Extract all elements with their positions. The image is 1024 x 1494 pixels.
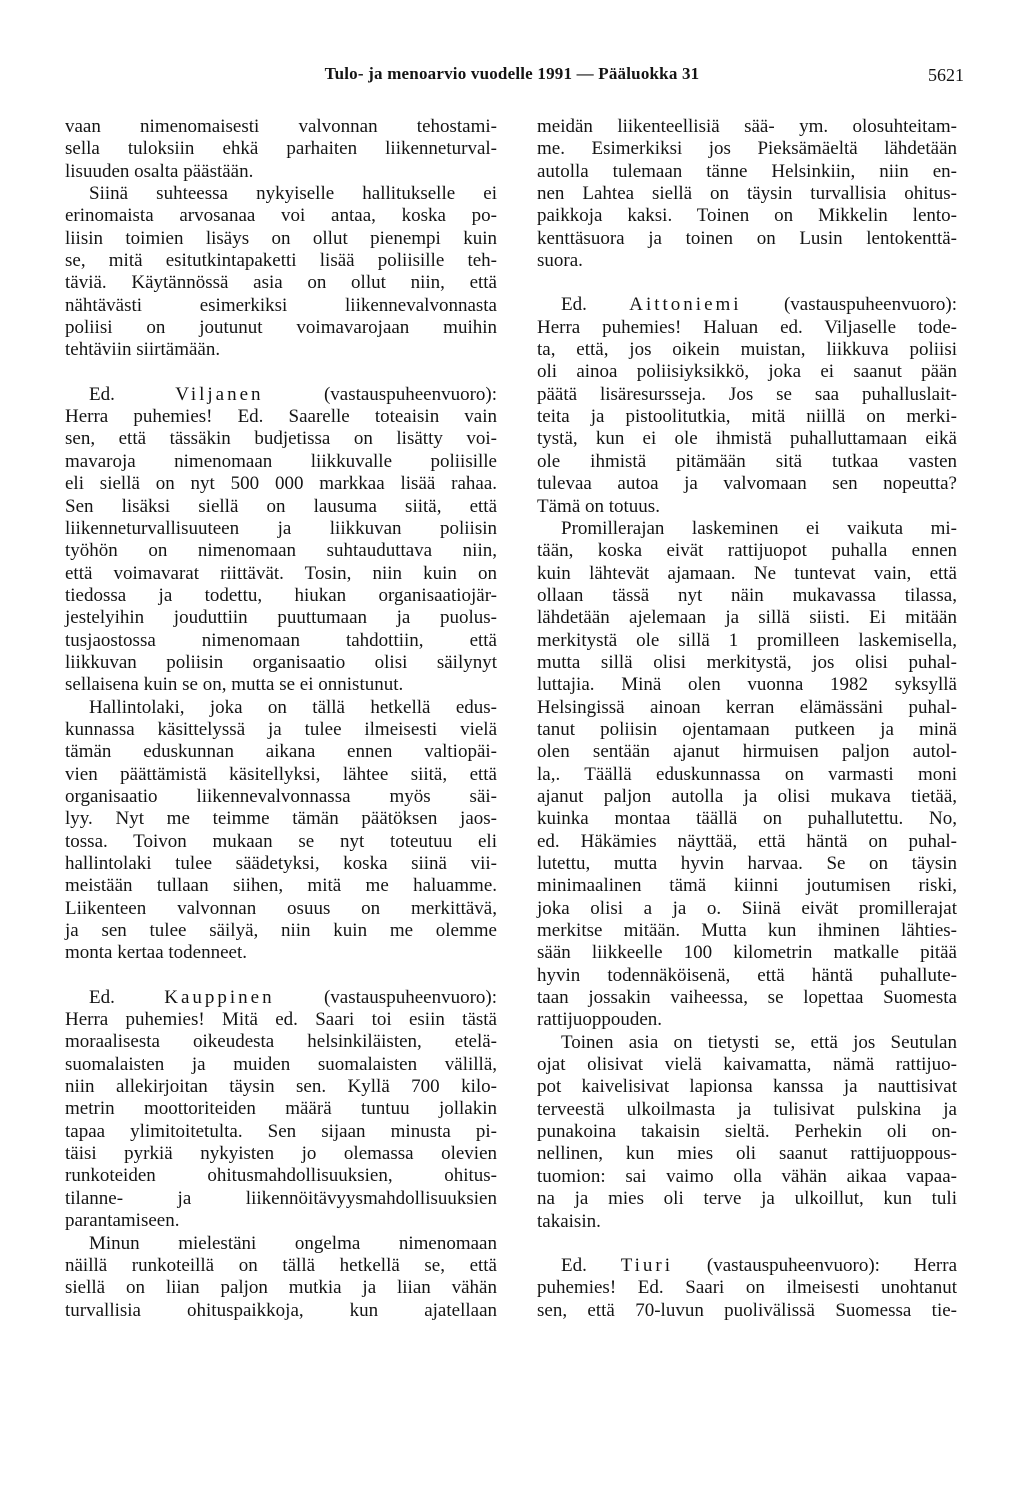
text-line: nellinen, kun mies oli saanut rattijuoppous- [537, 1143, 957, 1165]
text-line: luttajia. Minä olen vuonna 1982 syksyllä [537, 674, 957, 696]
speaker-line [537, 1255, 957, 1277]
speaker-prefix: Ed. [89, 986, 165, 1008]
text-line: poliisi on joutunut voimavarojaan muihin [65, 317, 497, 339]
text-line: sen, että tässäkin budjetissa on lisätty voi- [65, 428, 497, 450]
speaker-prefix: Ed. [561, 1254, 621, 1276]
text-line: rattijuoppouden. [537, 1009, 663, 1031]
text-line: nen Lahtea siellä on täysin turvallisia ohitus- [537, 183, 957, 205]
text-line: organisaatio liikennevalvonnassa myös säi- [65, 785, 497, 807]
text-line: Helsingissä ainoan kerran elämässäni puhal- [537, 696, 957, 718]
text-line: teita ja pistoolitutkia, mitä niillä on merki- [537, 406, 957, 428]
text-line: liisin toimien lisäys on ollut pienempi kuin [65, 227, 497, 249]
running-title: Tulo- ja menoarvio vuodelle 1991 — Pääluokka 31 [324, 64, 700, 83]
speaker-suffix: (vastauspuheenvuoro): [741, 294, 957, 316]
text-line: vaan nimenomaisesti valvonnan tehostami- [65, 116, 497, 137]
text-line: minimaalinen tämä kiinni joutumisen riski, [537, 875, 957, 897]
text-line: eli siellä on nyt 500 000 markkaa lisää rahaa. [65, 473, 497, 495]
text-line: me. Esimerkiksi jos Pieksämäeltä lähdetään [537, 138, 957, 160]
text-line: monta kertaa todenneet. [65, 942, 248, 964]
text-line: lisuuden osalta päästään. [65, 160, 254, 182]
text-line: tulevaa autoa ja valvomaan sen nopeutta? [537, 473, 957, 495]
text-line: sellaisena kuin se on, mutta se ei onnistunut. [65, 674, 404, 696]
text-line: la,. Täällä eduskunnassa on varmasti moni [537, 763, 957, 785]
text-line: Tämä on totuus. [537, 495, 660, 517]
text-line: ed. Häkämies näyttää, että häntä on puhal- [537, 830, 957, 852]
text-line: Siinä suhteessa nykyiselle hallitukselle ei [89, 183, 497, 205]
text-line: jestelyihin jouduttiin puuttumaan ja puolus- [65, 607, 497, 629]
text-line: takaisin. [537, 1210, 601, 1232]
text-line: Herra puhemies! Ed. Saarelle toteaisin vain [65, 406, 497, 428]
speaker-name: Viljanen [175, 383, 264, 405]
speaker-line [65, 987, 497, 1009]
text-line: vien päättämistä käsitellyksi, lähtee siitä, että [65, 763, 497, 785]
text-line: Liikenteen valvonnan osuus on merkittävä, [65, 897, 497, 919]
paragraph-gap [537, 272, 957, 294]
text-line: oli ainoa poliisiyksikkö, joka ei saanut pään [537, 361, 957, 383]
text-line: ajanut paljon autolla ja olisi mukava tietää, [537, 785, 957, 807]
text-line: meistään tullaan siihen, mitä me haluamme. [65, 875, 497, 897]
text-line: tusjaostossa nimenomaan tahdottiin, että [65, 629, 497, 651]
right-column [537, 116, 957, 1322]
paragraph-gap [537, 1233, 957, 1255]
text-line: taan jossakin vaiheessa, se lopettaa Suomesta [537, 987, 957, 1009]
text-line: suora. [537, 250, 583, 272]
page-number: 5621 [928, 65, 964, 85]
text-line: joka olisi a ja o. Siinä eivät promillerajat [537, 897, 957, 919]
text-line: hyvin todennäköisenä, että häntä puhallute- [537, 964, 957, 986]
text-line: hallintolaki tulee säädetyksi, koska siinä vii- [65, 853, 497, 874]
text-line: kunnassa käsittelyssä ja tulee ilmeisesti vielä [65, 718, 497, 740]
text-line: runkoteiden ohitusmahdollisuuksien, ohitus- [65, 1165, 497, 1187]
text-line: Promillerajan laskeminen ei vaikuta mi- [561, 517, 957, 539]
text-line: tiedossa ja todettu, hiukan organisaatiojär- [65, 584, 497, 606]
text-line: päätä lisäresursseja. Jos se saa puhalluslait- [537, 383, 957, 405]
text-line: puhemies! Ed. Saari on ilmeisesti unohtanut [537, 1277, 957, 1299]
text-line: Herra puhemies! Haluan ed. Viljaselle tode- [537, 316, 957, 338]
text-line: lyy. Nyt me teimme tämän päätöksen jaos- [65, 808, 497, 830]
left-column [65, 116, 497, 1322]
text-line: siellä on liian paljon mutkia ja liian vähän [65, 1277, 497, 1299]
text-line: tystä, kun ei ole ihmistä puhalluttamaan eikä [537, 428, 957, 450]
text-line: tehtäviin siirtämään. [65, 339, 221, 361]
text-line: autolla tulemaan tänne Helsinkiin, niin en- [537, 160, 957, 182]
text-line: suomalaisten ja muiden suomalaisten välillä, [65, 1053, 497, 1075]
text-line: tään, koska eivät rattijuopot puhalla ennen [537, 540, 957, 562]
text-line: Herra puhemies! Mitä ed. Saari toi esiin tästä [65, 1009, 497, 1031]
text-line: turvallisia ohituspaikkoja, kun ajatellaan [65, 1299, 497, 1321]
text-line: työhön on nimenomaan suhtauduttava niin, [65, 540, 497, 562]
text-line: merkitystä ole sillä 1 promilleen laskemisella, [537, 629, 957, 651]
text-line: erinomaista arvosanaa voi antaa, koska po- [65, 205, 497, 227]
text-line: tilanne- ja liikennöitävyysmahdollisuuksien [65, 1187, 497, 1209]
text-line: metrin moottoriteiden määrä tuntuu jollakin [65, 1098, 497, 1120]
text-line: sen, että 70-luvun puolivälissä Suomessa tie- [537, 1299, 957, 1321]
speaker-name: Tiuri [620, 1254, 674, 1276]
text-line: että voimavarat riittävät. Tosin, niin kuin on [65, 562, 497, 584]
text-line: se, mitä esitutkintapaketti lisää poliisille teh- [65, 250, 497, 272]
text-line: terveestä ulkoilmasta ja tulisivat pulskina ja [537, 1098, 957, 1120]
speaker-line [537, 294, 957, 316]
text-line: sään liikkeelle 100 kilometrin matkalle pitää [537, 942, 957, 964]
speaker-suffix: (vastauspuheenvuoro): Herra [673, 1254, 957, 1276]
text-line: moraalisesta oikeudesta helsinkiläisten, etelä- [65, 1031, 497, 1053]
speaker-prefix: Ed. [561, 294, 630, 316]
text-line: meidän liikenteellisiä sää- ym. olosuhteitam- [537, 116, 957, 137]
speaker-name: Aittoniemi [629, 294, 742, 316]
text-line: tossa. Toivon mukaan se nyt toteutuu eli [65, 830, 497, 852]
text-line: tämän eduskunnan aikana ennen valtiopäi- [65, 741, 497, 763]
text-line: Toinen asia on tietysti se, että jos Seutulan [561, 1031, 957, 1053]
text-line: ta, että, jos oikein muistan, liikkuva poliisi [537, 339, 957, 361]
page-header [0, 64, 1024, 92]
text-line: ojat olisivat vielä kaivamatta, nämä rattijuo- [537, 1054, 957, 1076]
text-line: kuin lähtevät ajamaan. Ne tuntevat vain, että [537, 562, 957, 584]
text-line: liikkuvan poliisin organisaatio olisi säilynyt [65, 651, 497, 673]
text-line: mutta sillä olisi merkitystä, jos olisi puhal- [537, 651, 957, 673]
text-line: kuinka montaa täällä on puhallutettu. No, [537, 808, 957, 830]
text-line: lutettu, mutta hyvin harvaa. Se on täysin [537, 853, 957, 874]
paragraph-gap [65, 965, 497, 987]
speaker-suffix: (vastauspuheenvuoro): [274, 986, 498, 1008]
text-line: pot kaivelisivat lapionsa kanssa ja nauttisivat [537, 1076, 957, 1098]
text-line: Hallintolaki, joka on tällä hetkellä edus- [89, 696, 497, 718]
text-line: näillä runkoteillä on tällä hetkellä se, että [65, 1254, 497, 1276]
speaker-suffix: (vastauspuheenvuoro): [263, 383, 497, 405]
text-line: ole ihmistä pitämään sitä tutkaa vasten [537, 450, 957, 472]
text-line: merkitse mitään. Mutta kun ihminen lähties- [537, 920, 957, 942]
text-line: täviä. Käytännössä asia on ollut niin, että [65, 272, 497, 294]
text-line: paikkoja kaksi. Toinen on Mikkelin lento- [537, 205, 957, 227]
text-line: parantamiseen. [65, 1210, 180, 1232]
text-line: olen sentään ajanut hirmuisen paljon autol- [537, 741, 957, 763]
speaker-name: Kauppinen [164, 986, 275, 1008]
text-line: Sen lisäksi siellä on lausuma siitä, että [65, 495, 497, 517]
speaker-prefix: Ed. [89, 383, 176, 405]
text-line: tanut poliisin ojentamaan putkeen ja minä [537, 718, 957, 740]
text-line: mavaroja nimenomaan liikkuvalle poliisille [65, 450, 497, 472]
text-line: liikenneturvallisuuteen ja liikkuvan poliisin [65, 517, 497, 539]
text-line: ollaan tässä nyt näin mukavassa tilassa, [537, 584, 957, 606]
text-line: na ja mies oli terve ja ulkoillut, kun tuli [537, 1188, 957, 1210]
text-line: kenttäsuora ja toinen on Lusin lentokenttä- [537, 227, 957, 249]
text-line: nähtävästi esimerkiksi liikennevalvonnasta [65, 294, 497, 316]
text-line: niin allekirjoitan täysin sen. Kyllä 700 kilo- [65, 1076, 497, 1098]
text-line: tuomion: sai vaimo olla vähän aikaa vapaa- [537, 1165, 957, 1187]
text-line: lähdetään ajelemaan ja sillä siisti. Ei mitään [537, 607, 957, 629]
paragraph-gap [65, 362, 497, 384]
text-line: tapaa ylimitoitetulta. Sen sijaan minusta pi- [65, 1120, 497, 1142]
text-line: ja sen tulee säilyä, niin kuin me olemme [65, 920, 497, 942]
text-line: täisi pyrkiä nykyisten jo olemassa olevien [65, 1143, 497, 1165]
text-line: sella tuloksiin ehkä parhaiten liikenneturval- [65, 138, 497, 160]
text-line: punakoina takaisin sieltä. Perhekin oli on- [537, 1121, 957, 1143]
text-line: Minun mielestäni ongelma nimenomaan [89, 1232, 497, 1254]
speaker-line [65, 384, 497, 406]
